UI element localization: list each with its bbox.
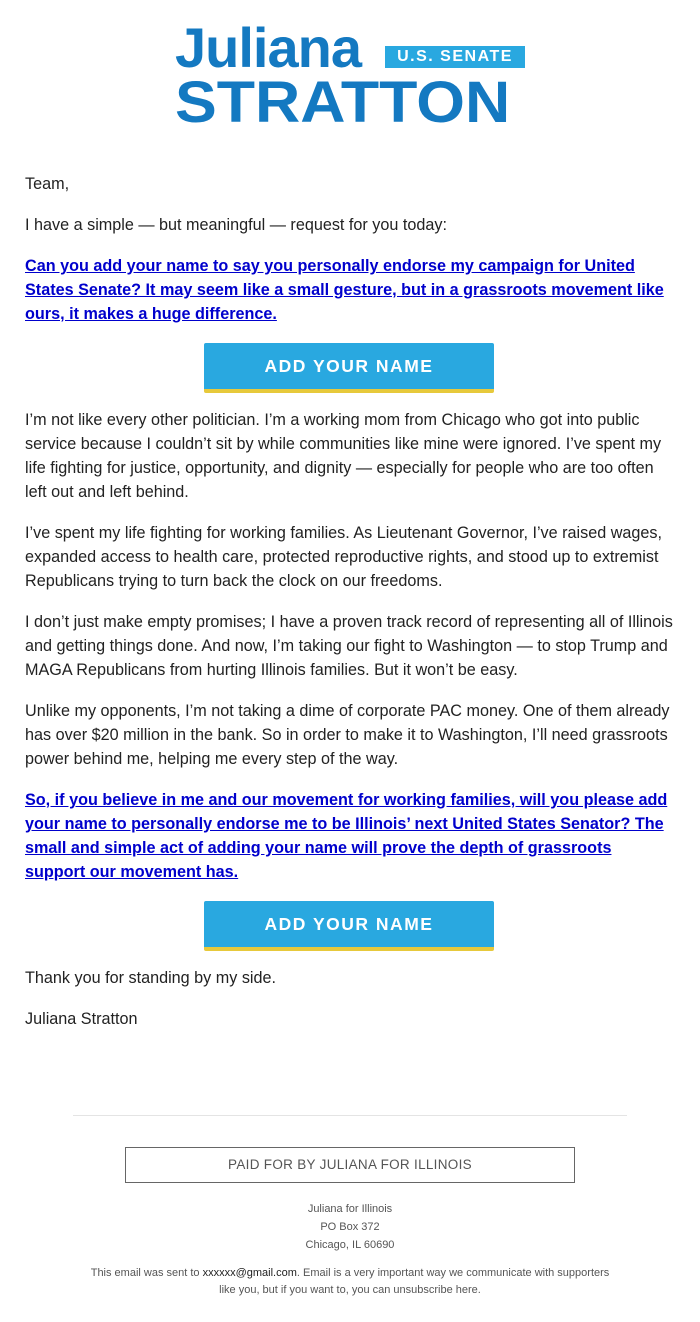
logo-us-senate-badge: U.S. SENATE	[385, 46, 525, 68]
add-your-name-button-1[interactable]: ADD YOUR NAME	[204, 343, 494, 393]
button-row-1	[25, 343, 673, 393]
signature: Juliana Stratton	[25, 1010, 138, 1028]
greeting: Team,	[25, 175, 70, 193]
logo-first-name: Juliana	[175, 16, 361, 79]
recipient-email: xxxxxx@gmail.com	[202, 1267, 297, 1279]
paid-for-disclaimer: PAID FOR BY JULIANA FOR ILLINOIS	[125, 1147, 575, 1183]
footer-note-prefix: This email was sent to	[90, 1267, 203, 1279]
address-line-3: Chicago, IL 60690	[305, 1239, 395, 1251]
unsubscribe-link[interactable]: unsubscribe here	[393, 1284, 478, 1296]
body-paragraph-4: Unlike my opponents, I’m not taking a dime of corporate PAC money. One of them already has over $20 million in the bank. So in order to make it to Washington, I’ll need grassroots power behind me, helping me every step of the way.	[25, 702, 670, 768]
button-row-2	[25, 901, 673, 951]
email-body	[25, 172, 673, 1048]
footer-note	[90, 1265, 610, 1299]
body-paragraph-1: I’m not like every other politician. I’m a working mom from Chicago who got into public service because I couldn’t sit by while communities like mine were ignored. I’ve spent my life fighting for justice, opportunity, and dignity — especially for people who are too often left out and left behind.	[25, 411, 662, 501]
endorse-link-1[interactable]: Can you add your name to say you personally endorse my campaign for United States Senate? It may seem like a small gesture, but in a grassroots movement like ours, it makes a huge difference.	[25, 257, 664, 323]
address-line-1: Juliana for Illinois	[307, 1203, 393, 1215]
footer-note-middle: . Email is a very important way we communicate with supporters like you, but if you want to, you can	[219, 1267, 610, 1296]
mailing-address	[0, 1200, 700, 1254]
footer-divider	[73, 1115, 627, 1116]
body-paragraph-3: I don’t just make empty promises; I have a proven track record of representing all of Illinois and getting things done. And now, I’m taking our fight to Washington — to stop Trump and MAGA Republicans from hurting Illinois families. But it won’t be easy.	[25, 613, 673, 679]
stratton-senate-logo[interactable]	[175, 16, 527, 135]
endorse-link-2[interactable]: So, if you believe in me and our movement for working families, will you please add your name to personally endorse me to be Illinois’ next United States Senator? The small and simple act of adding your name will prove the depth of grassroots support our movement has.	[25, 791, 668, 881]
footer-note-suffix: .	[477, 1284, 481, 1296]
logo-last-name: STRATTON	[175, 70, 511, 135]
intro-text: I have a simple — but meaningful — request for you today:	[25, 216, 447, 234]
add-your-name-button-2[interactable]: ADD YOUR NAME	[204, 901, 494, 951]
body-paragraph-2: I’ve spent my life fighting for working families. As Lieutenant Governor, I’ve raised wages, expanded access to health care, protected reproductive rights, and stood up to extremist Republicans trying to turn back the clock on our freedoms.	[25, 524, 663, 590]
closing-line: Thank you for standing by my side.	[25, 969, 277, 987]
address-line-2: PO Box 372	[320, 1221, 380, 1233]
